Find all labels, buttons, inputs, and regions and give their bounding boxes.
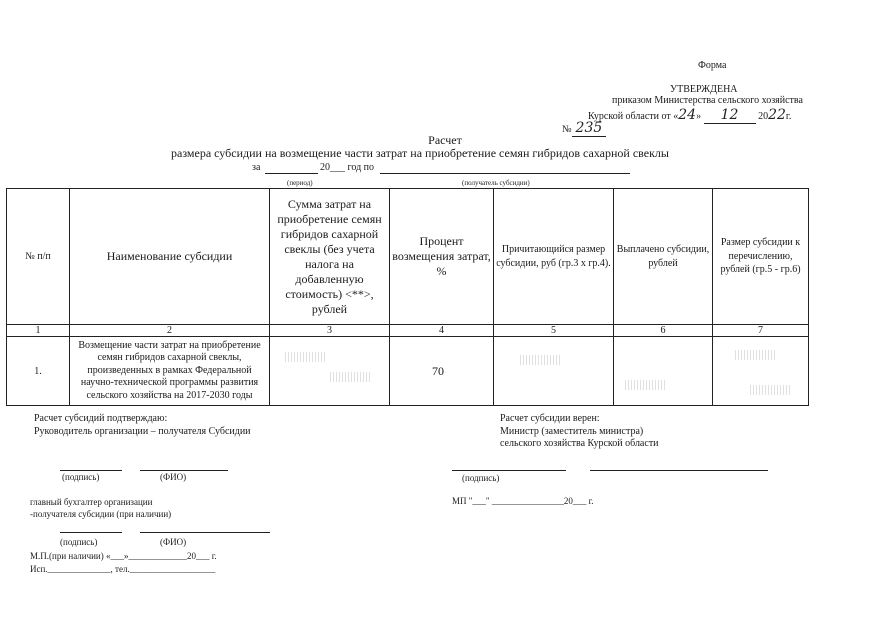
table-row — [7, 337, 809, 406]
minister-line2: сельского хозяйства Курской области — [500, 438, 659, 449]
doc-subtitle: размера субсидии на возмещение части затрат на приобретение семян гибридов сахарной свеклы — [171, 146, 669, 160]
fio-line-2 — [140, 532, 270, 533]
subsidy-table — [6, 188, 809, 406]
form-label: Форма — [698, 60, 727, 71]
column-numbers-row — [7, 325, 809, 337]
accountant-line2: -получателя субсидии (при наличии) — [30, 509, 172, 519]
order-year: 22 — [768, 107, 786, 123]
col-number: 4 — [390, 325, 494, 337]
doc-title: Расчет — [428, 133, 462, 147]
minister-fio-line — [590, 470, 768, 471]
fio-caption-2: (ФИО) — [160, 537, 187, 547]
scan-noise — [750, 385, 790, 395]
accountant-line1: главный бухгалтер организации — [30, 497, 153, 507]
col-header-name: Наименование субсидии — [70, 189, 270, 325]
order-line: приказом Министерства сельского хозяйства — [612, 95, 803, 106]
col-number: 5 — [494, 325, 614, 337]
col-number: 3 — [270, 325, 390, 337]
col-header-due: Причитающийся размер субсидии, руб (гр.3 х гр.4). — [494, 189, 614, 325]
executor-line: Исп.______________, тел.___________________ — [30, 564, 216, 574]
row-number: 1. — [7, 337, 70, 406]
approved-label: УТВЕРЖДЕНА — [670, 84, 738, 95]
minister-stamp-line: МП "___" ________________20___ г. — [452, 496, 594, 506]
scan-noise — [735, 350, 775, 360]
recipient-caption: (получатель субсидии) — [462, 179, 530, 187]
scan-noise — [330, 372, 370, 382]
number-prefix: № — [562, 124, 572, 135]
scan-noise — [285, 352, 325, 362]
col-header-num: № п/п — [7, 189, 70, 325]
period-prefix: за — [252, 162, 261, 173]
signature-caption: (подпись) — [62, 472, 100, 482]
minister-signature-caption: (подпись) — [462, 473, 500, 483]
col-header-percent: Процент возмещения затрат, % — [390, 189, 494, 325]
row-to-transfer — [713, 337, 809, 406]
row-paid — [614, 337, 713, 406]
order-number-value: 235 — [572, 120, 607, 137]
signature-line — [60, 470, 122, 471]
signature-caption-2: (подпись) — [60, 537, 98, 547]
scan-noise — [520, 355, 560, 365]
col-number: 7 — [713, 325, 809, 337]
signature-line-2 — [60, 532, 122, 533]
head-label: Руководитель организации – получателя Субсидии — [34, 426, 251, 437]
scan-noise — [625, 380, 665, 390]
fio-caption: (ФИО) — [160, 472, 187, 482]
confirmed-label: Расчет субсидий подтверждаю: — [34, 413, 168, 424]
col-header-paid: Выплачено субсидии, рублей — [614, 189, 713, 325]
col-header-sum: Сумма затрат на приобретение семян гибридов сахарной свеклы (без учета налога на добавленную стоимость) <**>, рублей — [270, 189, 390, 325]
order-month: 12 — [720, 107, 739, 123]
table-header-row — [7, 189, 809, 325]
col-header-transfer: Размер субсидии к перечислению, рублей (гр.5 - гр.6) — [713, 189, 809, 325]
row-due — [494, 337, 614, 406]
fio-line — [140, 470, 228, 471]
period-caption: (период) — [287, 179, 313, 187]
col-number: 6 — [614, 325, 713, 337]
order-day: 24 — [678, 107, 697, 123]
minister-line1: Министр (заместитель министра) — [500, 426, 644, 437]
year-end: г. — [785, 111, 792, 122]
verified-label: Расчет субсидии верен: — [500, 413, 600, 424]
row-percent: 70 — [390, 337, 494, 406]
period-start-line — [265, 173, 318, 174]
recipient-line — [380, 173, 630, 174]
col-number: 1 — [7, 325, 70, 337]
stamp-line: М.П.(при наличии) «___»_____________20___ г. — [30, 551, 217, 561]
row-sum — [270, 337, 390, 406]
date-mid: » — [696, 111, 702, 122]
col-number: 2 — [70, 325, 270, 337]
order-date — [588, 107, 791, 124]
period-year: 20___ год по — [320, 162, 375, 173]
region-prefix: Курской области от « — [588, 111, 679, 122]
minister-signature-line — [452, 470, 566, 471]
year-prefix: 20 — [758, 111, 769, 122]
row-subsidy-name: Возмещение части затрат на приобретение семян гибридов сахарной свеклы, произведенных в рамках Федеральной научно-технической программы развития сельского хозяйства на 2017-2030 годы — [70, 337, 270, 406]
